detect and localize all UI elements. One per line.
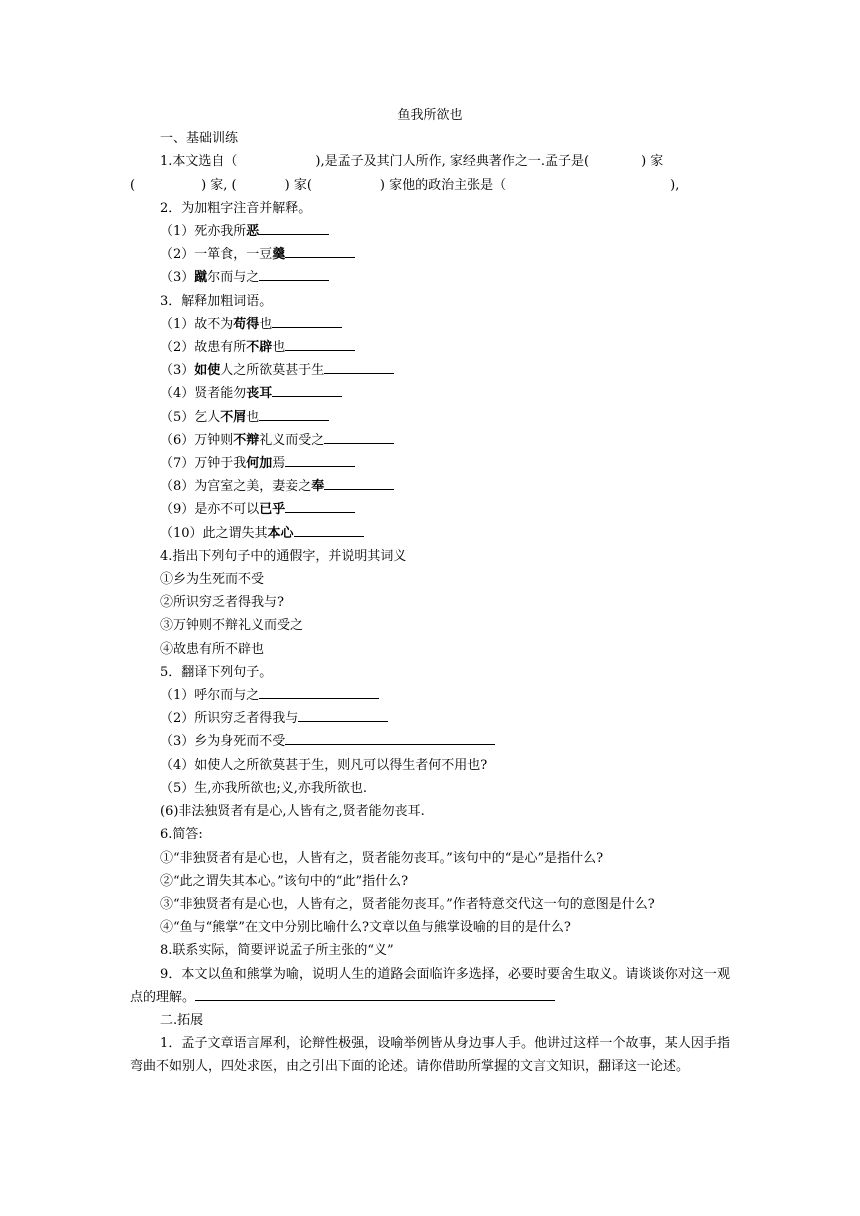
item-text: （8）为宫室之美，妻妾之 [160,479,312,495]
question-5-item [130,707,730,730]
question-4-heading: 4.指出下列句子中的通假字，并说明其词义 [160,548,407,564]
answer-blank[interactable] [195,986,555,1001]
answer-blank[interactable] [285,336,355,351]
bold-word: 本心 [267,525,294,541]
bold-word: 苟得 [233,316,260,332]
item-text: （9）是亦不可以 [160,502,260,518]
question-4-item: ③万钟则不辩礼义而受之 [160,618,304,634]
question-3-item [130,359,730,382]
question-4-item: ①乡为生死而不受 [160,572,265,588]
extension-question-1: 1．孟子文章语言犀利，论辩性极强，设喻举例皆从身边事人手。他讲过这样一个故事，某人因手指弯曲不如别人，四处求医，由之引出下面的论述。请你借助所掌握的文言文知识，翻译这一论述。 [130,1036,730,1075]
q1-text-f: ) 家( [284,177,312,193]
item-text: （5）乞人 [160,409,221,425]
item-text: 人之所欲莫甚于生 [220,363,325,379]
item-text: 也 [246,409,260,425]
question-6-item: ③“非独贤者有是心也，人皆有之，贤者能勿丧耳。”作者特意交代这一句的意图是什么? [160,896,655,912]
question-3-item [130,475,730,498]
item-text: 也 [259,316,273,332]
question-3-item [130,429,730,452]
answer-blank[interactable] [259,220,329,235]
question-2-item [130,220,730,243]
question-2-item [130,266,730,289]
question-3-item [130,498,730,521]
question-8: 8.联系实际，简要评说孟子所主张的“义” [160,943,394,959]
item-text: （2）一箪食，一豆 [160,247,273,263]
question-3-item [130,313,730,336]
question-4-item: ④故患有所不辟也 [160,641,265,657]
question-4-item: ②所识穷乏者得我与? [160,595,284,611]
question-5-item [130,684,730,707]
item-text: （2）故患有所 [160,340,247,356]
answer-blank[interactable] [324,475,394,490]
item-text: 9．本文以鱼和熊掌为喻，说明人生的道路会面临许多选择，必要时要舍生取义。请谈谈你对这一观点的理解。 [130,966,730,1005]
bold-word: 蹴 [194,270,208,286]
item-text: （1）死亦我所 [160,224,247,240]
question-5-item [130,730,730,753]
question-6-item: ④“鱼与“熊掌”在文中分别比喻什么?文章以鱼与熊掌设喻的目的是什么? [160,920,571,936]
q1-text-b: ),是孟子及其门人所作, 家经典著作之一.孟子是( [315,154,590,170]
answer-blank[interactable] [285,498,355,513]
bold-word: 丧耳 [246,386,273,402]
question-3-item [130,406,730,429]
item-text: （3）乡为身死而不受 [160,734,286,750]
question-3-item [130,522,730,545]
item-text: （7）万钟于我 [160,456,247,472]
bold-word: 不屑 [220,409,247,425]
question-6-item: ①“非独贤者有是心也，人皆有之，贤者能勿丧耳。”该句中的“是心”是指什么? [160,850,604,866]
question-5-heading: 5．翻译下列句子。 [160,664,273,680]
question-5-item: （5）生,亦我所欲也;义,亦我所欲也. [160,780,368,796]
q1-text-g: ) 家他的政治主张是（ [379,177,507,193]
bold-word: 羹 [272,247,286,263]
answer-blank[interactable] [259,266,329,281]
answer-blank[interactable] [285,243,355,258]
item-text: （1）故不为 [160,316,234,332]
question-5-item: （4）如使人之所欲莫甚于生，则凡可以得生者何不用也? [160,757,488,773]
item-text: （2）所识穷乏者得我与 [160,711,299,727]
bold-word: 何加 [246,456,273,472]
bold-word: 恶 [246,224,260,240]
answer-blank[interactable] [285,452,355,467]
question-1-line-1 [130,150,730,173]
question-3-heading: 3．解释加粗词语。 [160,293,273,309]
bold-word: 奉 [311,479,325,495]
item-text: 焉 [272,456,286,472]
answer-blank[interactable] [294,522,364,537]
section-heading-extension: 二.拓展 [160,1012,204,1028]
question-2-heading: 2．为加粗字注音并解释。 [160,200,312,216]
q1-text-a: 1.本文选自（ [160,154,238,170]
q1-text-d: ( [130,177,136,193]
question-5-item: (6)非法独贤者有是心,人皆有之,贤者能勿丧耳. [160,804,425,820]
item-text: 也 [272,340,286,356]
answer-blank[interactable] [272,382,342,397]
q1-text-c: ) 家 [641,154,664,170]
question-6-item: ②“此之谓失其本心。”该句中的“此”指什么? [160,873,409,889]
q1-text-e: ) 家, ( [201,177,237,193]
question-1-line-2 [130,174,730,197]
item-text: 礼义而受之 [259,432,325,448]
section-heading-basic: 一、基础训练 [160,131,239,147]
question-6-heading: 6.简答: [160,827,203,843]
item-text: （1）呼尔而与之 [160,688,260,704]
question-3-item [130,336,730,359]
answer-blank[interactable] [324,359,394,374]
bold-word: 如使 [194,363,221,379]
answer-blank[interactable] [324,429,394,444]
answer-blank[interactable] [259,406,329,421]
bold-word: 不辩 [233,432,260,448]
item-text: （3） [160,363,195,379]
q1-text-h: ), [670,177,680,193]
answer-blank[interactable] [298,707,388,722]
question-3-item [130,382,730,405]
answer-blank[interactable] [285,730,495,745]
bold-word: 已乎 [259,502,286,518]
worksheet-content [130,104,730,1079]
question-9 [130,963,730,1009]
item-text: （3） [160,270,195,286]
question-2-item [130,243,730,266]
item-text: （4）贤者能勿 [160,386,247,402]
question-3-item [130,452,730,475]
bold-word: 不辟 [246,340,273,356]
item-text: （10）此之谓失其 [160,525,268,541]
answer-blank[interactable] [259,684,379,699]
page-title: 鱼我所欲也 [397,108,463,123]
answer-blank[interactable] [272,313,342,328]
item-text: 尔而与之 [207,270,260,286]
item-text: （6）万钟则 [160,432,234,448]
